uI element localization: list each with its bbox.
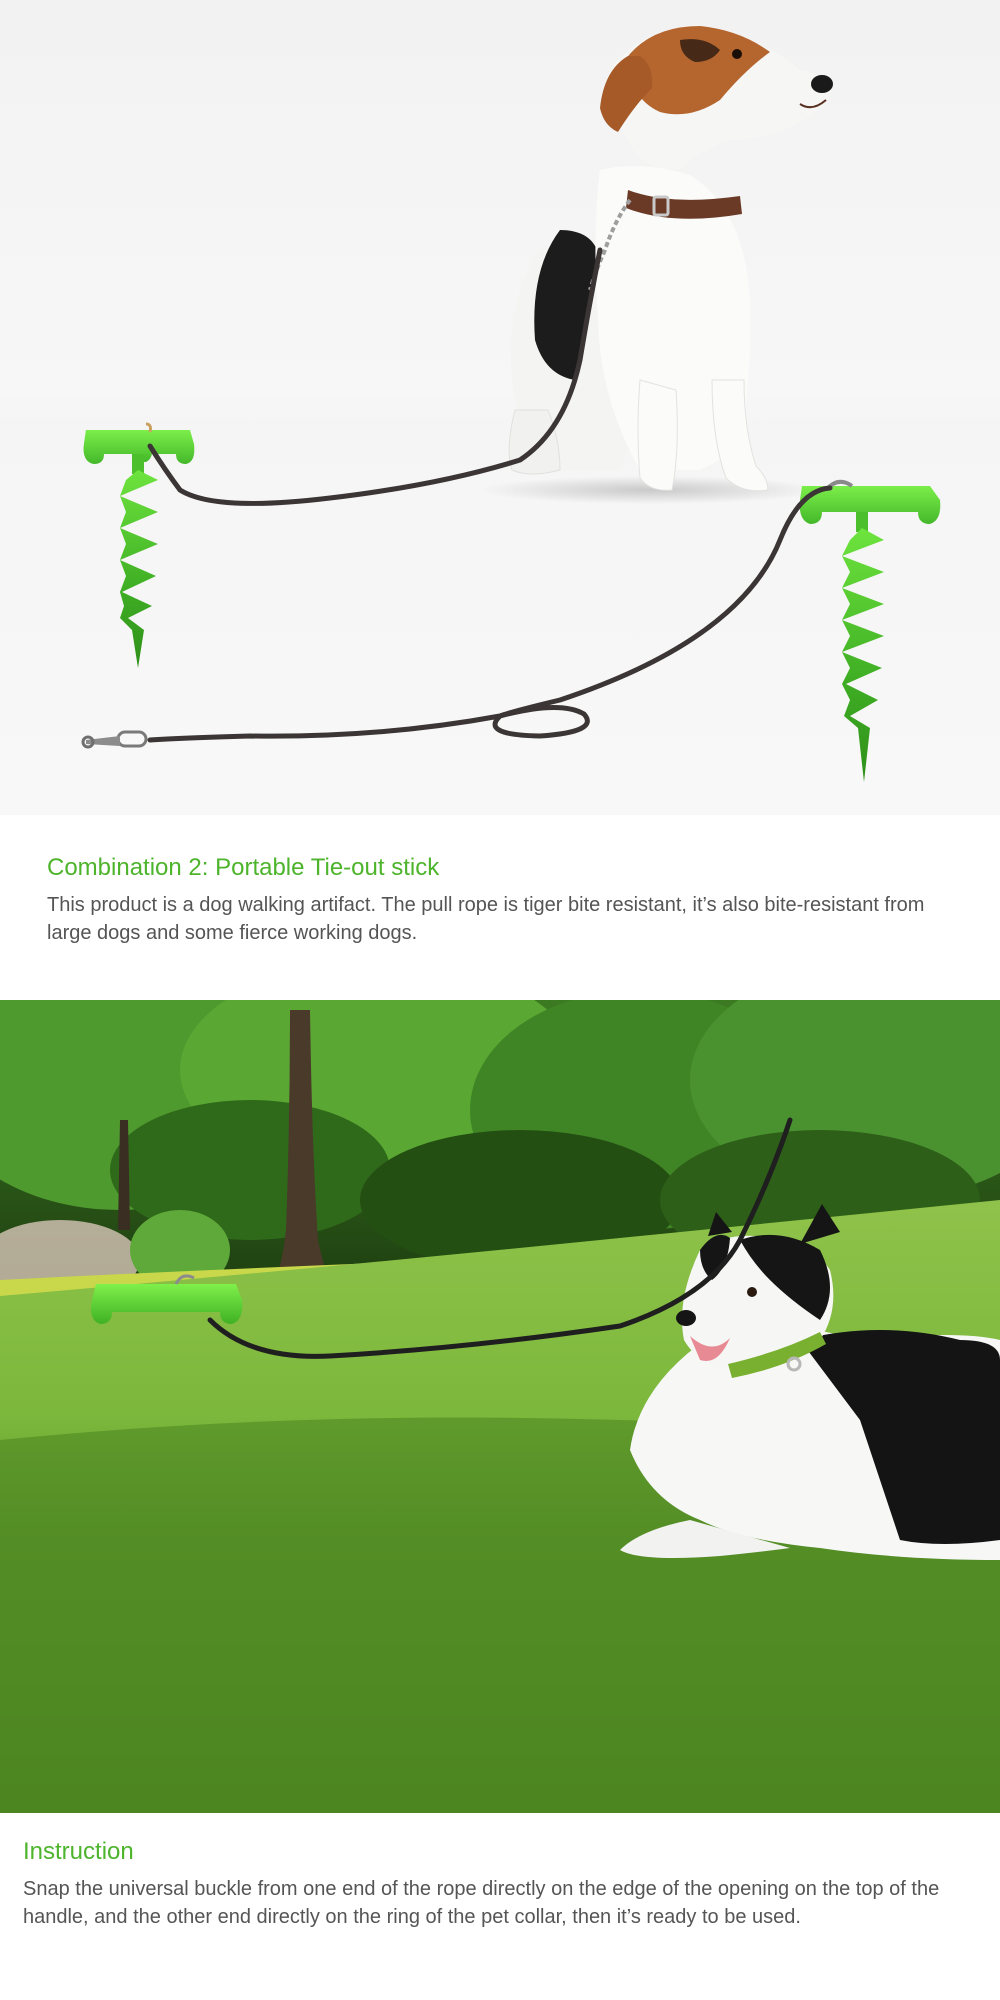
instruction-description: Snap the universal buckle from one end of the rope directly on the edge of the opening on the top of the handle, and the other end directly on the ring of the pet collar, then it’s ready to be used.: [23, 1878, 940, 1928]
left-tie-out-stake: [84, 424, 195, 668]
combination-description: This product is a dog walking artifact. The pull rope is tiger bite resistant, it’s also bite-resistant from large dogs and some fierce working dogs.: [47, 894, 925, 944]
product-photo-jack-russell: [0, 0, 1000, 815]
instruction-title: Instruction: [23, 1838, 134, 1865]
snap-hook: [83, 732, 146, 747]
combination-section: [47, 853, 967, 947]
product-photo-border-collie: [0, 1000, 1000, 1813]
combination-title: Combination 2: Portable Tie-out stick: [47, 854, 440, 881]
right-tie-out-stake: [800, 482, 941, 782]
instruction-section: [23, 1837, 983, 1931]
